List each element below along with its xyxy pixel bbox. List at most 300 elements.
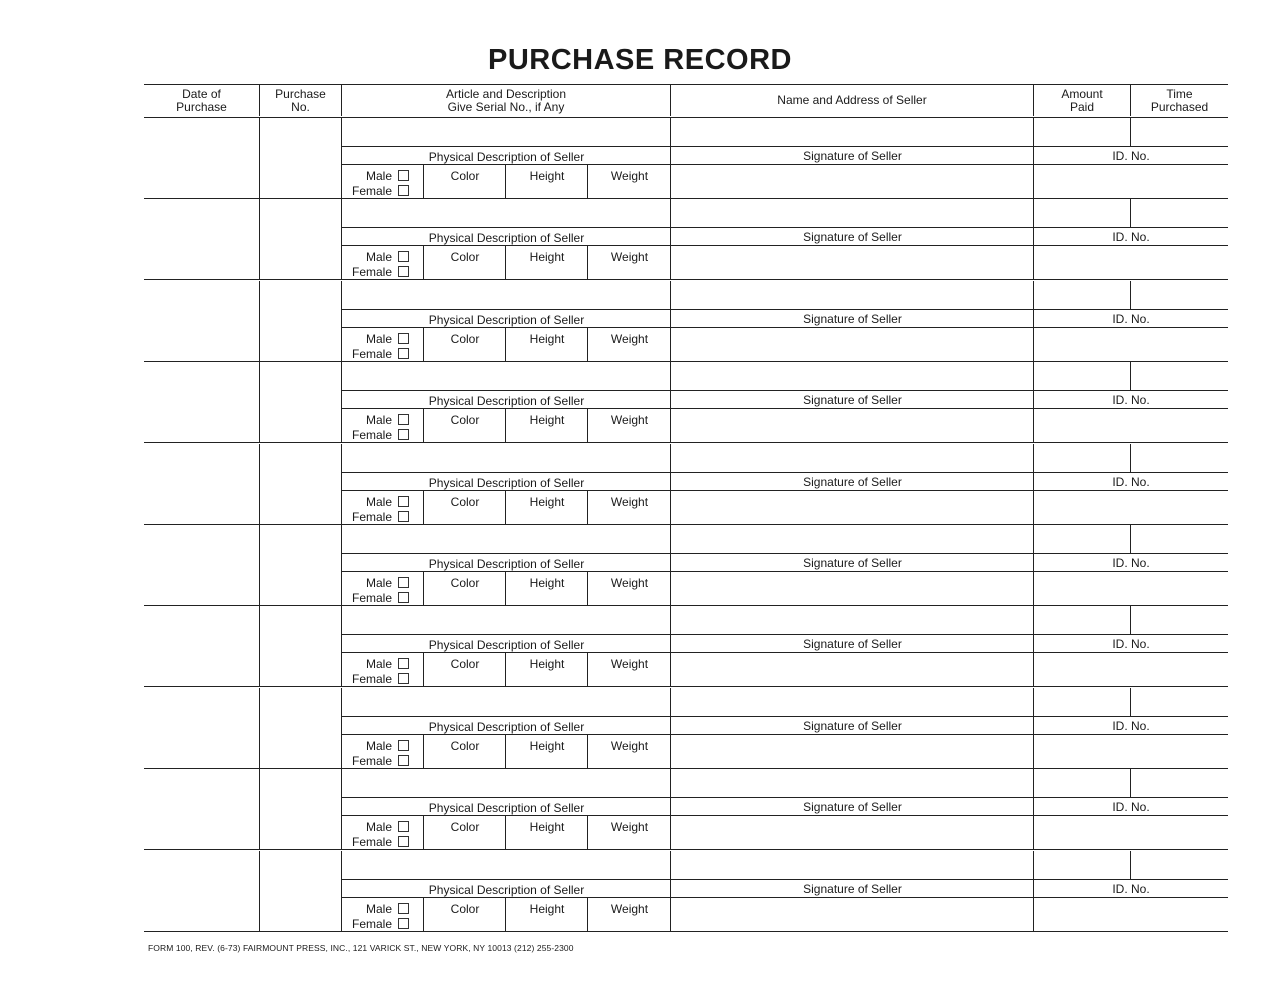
weight-label: Weight: [610, 331, 649, 346]
signature-field[interactable]: [671, 898, 1034, 932]
date-field[interactable]: [144, 525, 260, 605]
physical-description-label: Physical Description of Seller: [428, 719, 585, 734]
color-label: Color: [450, 250, 480, 265]
amount-paid-field[interactable]: [1034, 362, 1131, 391]
sex-field: [342, 328, 424, 362]
entry-row: [144, 444, 1228, 525]
color-field[interactable]: [424, 491, 506, 525]
height-label: Height: [529, 331, 565, 346]
sex-field: [342, 653, 424, 687]
female-label: Female: [351, 835, 392, 850]
color-field[interactable]: [424, 572, 506, 606]
header-amount-line2: Paid: [1069, 99, 1095, 114]
weight-field[interactable]: [588, 328, 671, 362]
id-no-label: ID. No.: [1112, 800, 1150, 815]
time-purchased-field[interactable]: [1131, 851, 1228, 880]
male-checkbox[interactable]: [398, 577, 409, 588]
seller-name-address-field[interactable]: [671, 688, 1034, 717]
signature-field[interactable]: [671, 735, 1034, 769]
physical-description-header: [342, 635, 671, 653]
height-label: Height: [529, 576, 565, 590]
height-label: Height: [529, 169, 565, 183]
purchase-no-field[interactable]: [260, 525, 342, 605]
signature-header: [671, 391, 1034, 409]
header-amount: [1034, 85, 1131, 116]
id-no-field[interactable]: [1034, 898, 1228, 932]
id-no-label: ID. No.: [1112, 637, 1150, 652]
physical-description-header: [342, 717, 671, 735]
female-label: Female: [351, 346, 392, 361]
physical-description-label: Physical Description of Seller: [428, 150, 585, 164]
time-purchased-field[interactable]: [1131, 606, 1228, 635]
weight-field[interactable]: [588, 898, 671, 932]
article-field[interactable]: [342, 851, 671, 880]
article-field[interactable]: [342, 688, 671, 717]
male-option[interactable]: [366, 250, 409, 264]
entry-row: [144, 362, 1228, 443]
purchase-no-field[interactable]: [260, 444, 342, 524]
female-option[interactable]: [352, 184, 409, 198]
id-no-label: ID. No.: [1112, 311, 1150, 326]
sex-field: [342, 735, 424, 769]
female-label: Female: [351, 428, 392, 443]
physical-description-label: Physical Description of Seller: [428, 312, 585, 327]
id-no-header: [1034, 310, 1228, 328]
female-option[interactable]: [352, 591, 409, 605]
article-field[interactable]: [342, 199, 671, 228]
color-label: Color: [450, 169, 480, 183]
date-field[interactable]: [144, 769, 260, 849]
color-label: Color: [450, 494, 480, 509]
physical-description-label: Physical Description of Seller: [428, 557, 585, 571]
female-label: Female: [351, 753, 392, 768]
weight-label: Weight: [610, 494, 649, 509]
purchase-no-field[interactable]: [260, 606, 342, 686]
id-no-header: [1034, 473, 1228, 491]
signature-label: Signature of Seller: [803, 149, 902, 163]
sex-field: [342, 816, 424, 850]
sex-field: [342, 409, 424, 443]
header-seller-text: Name and Address of Seller: [777, 93, 927, 107]
weight-label: Weight: [610, 250, 649, 265]
female-label: Female: [351, 265, 392, 280]
color-field[interactable]: [424, 409, 506, 443]
header-article: [342, 85, 671, 116]
color-field[interactable]: [424, 816, 506, 850]
height-field[interactable]: [506, 409, 588, 443]
signature-label: Signature of Seller: [803, 230, 902, 245]
physical-description-label: Physical Description of Seller: [428, 231, 585, 246]
header-date: [144, 85, 260, 116]
physical-description-header: [342, 473, 671, 491]
signature-label: Signature of Seller: [803, 311, 902, 326]
signature-label: Signature of Seller: [803, 718, 902, 733]
time-purchased-field[interactable]: [1131, 444, 1228, 473]
signature-label: Signature of Seller: [803, 881, 902, 896]
female-checkbox[interactable]: [398, 673, 409, 684]
height-field[interactable]: [506, 491, 588, 525]
sex-field: [342, 246, 424, 280]
header-date-line2: Purchase: [176, 99, 227, 114]
weight-field[interactable]: [588, 165, 671, 199]
signature-label: Signature of Seller: [803, 637, 902, 652]
amount-paid-field[interactable]: [1034, 851, 1131, 880]
female-option[interactable]: [352, 347, 409, 361]
amount-paid-field[interactable]: [1034, 606, 1131, 635]
id-no-field[interactable]: [1034, 572, 1228, 606]
physical-description-header: [342, 554, 671, 572]
male-checkbox[interactable]: [398, 333, 409, 344]
female-option[interactable]: [352, 428, 409, 442]
height-field[interactable]: [506, 246, 588, 280]
signature-field[interactable]: [671, 572, 1034, 606]
male-checkbox[interactable]: [398, 903, 409, 914]
seller-name-address-field[interactable]: [671, 199, 1034, 228]
color-label: Color: [450, 331, 480, 346]
physical-description-header: [342, 310, 671, 328]
male-option[interactable]: [366, 495, 409, 509]
signature-field[interactable]: [671, 816, 1034, 850]
header-time-line2: Purchased: [1150, 99, 1209, 114]
id-no-label: ID. No.: [1112, 474, 1150, 489]
time-purchased-field[interactable]: [1131, 199, 1228, 228]
color-field[interactable]: [424, 165, 506, 199]
amount-paid-field[interactable]: [1034, 444, 1131, 473]
id-no-field[interactable]: [1034, 246, 1228, 280]
entry-row: [144, 851, 1228, 932]
female-label: Female: [351, 672, 392, 687]
time-purchased-field[interactable]: [1131, 525, 1228, 554]
male-label: Male: [365, 250, 392, 265]
male-checkbox[interactable]: [398, 496, 409, 507]
color-label: Color: [450, 413, 480, 428]
article-field[interactable]: [342, 281, 671, 310]
id-no-label: ID. No.: [1112, 718, 1150, 733]
female-label: Female: [351, 916, 392, 931]
color-label: Color: [450, 576, 480, 590]
color-field[interactable]: [424, 246, 506, 280]
weight-label: Weight: [610, 738, 649, 753]
signature-field[interactable]: [671, 491, 1034, 525]
female-option[interactable]: [352, 510, 409, 524]
seller-name-address-field[interactable]: [671, 281, 1034, 310]
male-checkbox[interactable]: [398, 658, 409, 669]
male-checkbox[interactable]: [398, 740, 409, 751]
color-field[interactable]: [424, 653, 506, 687]
weight-field[interactable]: [588, 653, 671, 687]
form-footer: FORM 100, REV. (6-73) FAIRMOUNT PRESS, INC., 121 VARICK ST., NEW YORK, NY 10013 (212) 255-2300: [148, 943, 574, 953]
seller-name-address-field[interactable]: [671, 769, 1034, 798]
female-option[interactable]: [352, 265, 409, 279]
male-option[interactable]: [366, 820, 409, 834]
female-checkbox[interactable]: [398, 592, 409, 603]
color-field[interactable]: [424, 328, 506, 362]
date-field[interactable]: [144, 606, 260, 686]
seller-name-address-field[interactable]: [671, 444, 1034, 473]
time-purchased-field[interactable]: [1131, 362, 1228, 391]
signature-header: [671, 717, 1034, 735]
page-title: PURCHASE RECORD: [488, 44, 792, 76]
header-purchase-no: [260, 85, 342, 116]
weight-label: Weight: [610, 576, 649, 590]
male-option[interactable]: [366, 657, 409, 671]
id-no-header: [1034, 391, 1228, 409]
weight-field[interactable]: [588, 735, 671, 769]
signature-header: [671, 147, 1034, 165]
id-no-field[interactable]: [1034, 328, 1228, 362]
physical-description-header: [342, 880, 671, 898]
id-no-field[interactable]: [1034, 653, 1228, 687]
sex-field: [342, 491, 424, 525]
female-option[interactable]: [352, 672, 409, 686]
male-label: Male: [365, 494, 392, 509]
male-label: Male: [365, 657, 392, 672]
time-purchased-field[interactable]: [1131, 281, 1228, 310]
signature-header: [671, 635, 1034, 653]
weight-field[interactable]: [588, 246, 671, 280]
male-checkbox[interactable]: [398, 414, 409, 425]
signature-header: [671, 798, 1034, 816]
signature-header: [671, 880, 1034, 898]
height-label: Height: [529, 738, 565, 753]
id-no-field[interactable]: [1034, 735, 1228, 769]
physical-description-label: Physical Description of Seller: [428, 882, 585, 897]
height-field[interactable]: [506, 165, 588, 199]
id-no-label: ID. No.: [1112, 393, 1150, 408]
height-field[interactable]: [506, 572, 588, 606]
sex-field: [342, 572, 424, 606]
color-label: Color: [450, 657, 480, 672]
purchase-no-field[interactable]: [260, 281, 342, 361]
header-purchase-no-line2: No.: [291, 99, 310, 114]
height-field[interactable]: [506, 816, 588, 850]
purchase-no-field[interactable]: [260, 199, 342, 279]
male-option[interactable]: [366, 169, 409, 183]
signature-field[interactable]: [671, 328, 1034, 362]
entry-row: [144, 199, 1228, 280]
entry-row: [144, 769, 1228, 850]
male-checkbox[interactable]: [398, 251, 409, 262]
time-purchased-field[interactable]: [1131, 769, 1228, 798]
purchase-no-field[interactable]: [260, 851, 342, 931]
date-field[interactable]: [144, 199, 260, 279]
date-field[interactable]: [144, 362, 260, 442]
signature-label: Signature of Seller: [803, 474, 902, 489]
amount-paid-field[interactable]: [1034, 525, 1131, 554]
male-option[interactable]: [366, 576, 409, 590]
physical-description-label: Physical Description of Seller: [428, 638, 585, 653]
height-label: Height: [529, 494, 565, 509]
header-article-line2: Give Serial No., if Any: [447, 99, 565, 114]
signature-header: [671, 554, 1034, 572]
male-option[interactable]: [366, 739, 409, 753]
male-label: Male: [365, 820, 392, 835]
physical-description-header: [342, 798, 671, 816]
article-field[interactable]: [342, 118, 671, 147]
weight-label: Weight: [610, 413, 649, 428]
physical-description-header: [342, 147, 671, 165]
physical-description-header: [342, 228, 671, 246]
date-field[interactable]: [144, 851, 260, 931]
seller-name-address-field[interactable]: [671, 118, 1034, 147]
male-label: Male: [365, 169, 392, 183]
weight-field[interactable]: [588, 816, 671, 850]
amount-paid-field[interactable]: [1034, 118, 1131, 147]
id-no-label: ID. No.: [1112, 230, 1150, 245]
signature-label: Signature of Seller: [803, 800, 902, 815]
male-checkbox[interactable]: [398, 821, 409, 832]
article-field[interactable]: [342, 362, 671, 391]
article-field[interactable]: [342, 444, 671, 473]
female-checkbox[interactable]: [398, 836, 409, 847]
purchase-no-field[interactable]: [260, 688, 342, 768]
purchase-no-field[interactable]: [260, 769, 342, 849]
physical-description-label: Physical Description of Seller: [428, 801, 585, 816]
signature-field[interactable]: [671, 165, 1034, 199]
signature-field[interactable]: [671, 653, 1034, 687]
table-header: [144, 84, 1228, 118]
article-field[interactable]: [342, 606, 671, 635]
weight-field[interactable]: [588, 572, 671, 606]
male-checkbox[interactable]: [398, 170, 409, 181]
amount-paid-field[interactable]: [1034, 769, 1131, 798]
male-option[interactable]: [366, 413, 409, 427]
header-time: [1131, 85, 1228, 116]
id-no-field[interactable]: [1034, 491, 1228, 525]
purchase-no-field[interactable]: [260, 362, 342, 442]
id-no-label: ID. No.: [1112, 149, 1150, 163]
weight-field[interactable]: [588, 491, 671, 525]
id-no-header: [1034, 554, 1228, 572]
physical-description-label: Physical Description of Seller: [428, 475, 585, 490]
female-option[interactable]: [352, 917, 409, 931]
weight-label: Weight: [610, 169, 649, 183]
female-option[interactable]: [352, 835, 409, 849]
female-checkbox[interactable]: [398, 348, 409, 359]
signature-field[interactable]: [671, 246, 1034, 280]
female-label: Female: [351, 509, 392, 524]
id-no-header: [1034, 635, 1228, 653]
entry-row: [144, 118, 1228, 199]
height-label: Height: [529, 250, 565, 265]
signature-header: [671, 473, 1034, 491]
signature-header: [671, 310, 1034, 328]
color-field[interactable]: [424, 735, 506, 769]
id-no-header: [1034, 880, 1228, 898]
male-label: Male: [365, 901, 392, 916]
male-label: Male: [365, 331, 392, 346]
date-field[interactable]: [144, 281, 260, 361]
header-purchase-no-line1: Purchase: [275, 86, 326, 101]
entry-row: [144, 525, 1228, 606]
weight-field[interactable]: [588, 409, 671, 443]
id-no-header: [1034, 798, 1228, 816]
height-field[interactable]: [506, 735, 588, 769]
seller-name-address-field[interactable]: [671, 851, 1034, 880]
male-label: Male: [365, 576, 392, 590]
amount-paid-field[interactable]: [1034, 688, 1131, 717]
weight-label: Weight: [610, 820, 649, 835]
amount-paid-field[interactable]: [1034, 281, 1131, 310]
header-time-line1: Time: [1166, 86, 1193, 101]
date-field[interactable]: [144, 444, 260, 524]
id-no-field[interactable]: [1034, 165, 1228, 199]
male-option[interactable]: [366, 332, 409, 346]
height-label: Height: [529, 820, 565, 835]
female-option[interactable]: [352, 754, 409, 768]
height-field[interactable]: [506, 328, 588, 362]
article-field[interactable]: [342, 769, 671, 798]
id-no-label: ID. No.: [1112, 881, 1150, 896]
height-label: Height: [529, 901, 565, 916]
female-checkbox[interactable]: [398, 266, 409, 277]
id-no-header: [1034, 717, 1228, 735]
weight-label: Weight: [610, 657, 649, 672]
entry-row: [144, 606, 1228, 687]
signature-field[interactable]: [671, 409, 1034, 443]
id-no-header: [1034, 147, 1228, 165]
female-label: Female: [351, 591, 392, 605]
male-option[interactable]: [366, 902, 409, 916]
male-label: Male: [365, 738, 392, 753]
color-label: Color: [450, 820, 480, 835]
weight-label: Weight: [610, 901, 649, 916]
purchase-no-field[interactable]: [260, 118, 342, 198]
physical-description-header: [342, 391, 671, 409]
seller-name-address-field[interactable]: [671, 606, 1034, 635]
header-amount-line1: Amount: [1061, 86, 1103, 101]
header-article-line1: Article and Description: [445, 86, 567, 101]
entry-row: [144, 281, 1228, 362]
seller-name-address-field[interactable]: [671, 525, 1034, 554]
header-date-line1: Date of: [182, 86, 221, 101]
height-label: Height: [529, 657, 565, 672]
time-purchased-field[interactable]: [1131, 688, 1228, 717]
color-field[interactable]: [424, 898, 506, 932]
female-checkbox[interactable]: [398, 511, 409, 522]
height-label: Height: [529, 413, 565, 428]
color-label: Color: [450, 738, 480, 753]
time-purchased-field[interactable]: [1131, 118, 1228, 147]
date-field[interactable]: [144, 688, 260, 768]
header-seller: [671, 85, 1034, 116]
id-no-field[interactable]: [1034, 816, 1228, 850]
female-checkbox[interactable]: [398, 185, 409, 196]
entry-row: [144, 688, 1228, 769]
female-label: Female: [351, 184, 392, 198]
color-label: Color: [450, 901, 480, 916]
seller-name-address-field[interactable]: [671, 362, 1034, 391]
id-no-label: ID. No.: [1112, 556, 1150, 570]
female-checkbox[interactable]: [398, 755, 409, 766]
height-field[interactable]: [506, 653, 588, 687]
sex-field: [342, 898, 424, 932]
article-field[interactable]: [342, 525, 671, 554]
signature-label: Signature of Seller: [803, 556, 902, 570]
id-no-header: [1034, 228, 1228, 246]
id-no-field[interactable]: [1034, 409, 1228, 443]
signature-header: [671, 228, 1034, 246]
sex-field: [342, 165, 424, 199]
female-checkbox[interactable]: [398, 918, 409, 929]
purchase-record-form: [144, 84, 1228, 932]
date-field[interactable]: [144, 118, 260, 198]
height-field[interactable]: [506, 898, 588, 932]
amount-paid-field[interactable]: [1034, 199, 1131, 228]
physical-description-label: Physical Description of Seller: [428, 394, 585, 409]
female-checkbox[interactable]: [398, 429, 409, 440]
male-label: Male: [365, 413, 392, 428]
